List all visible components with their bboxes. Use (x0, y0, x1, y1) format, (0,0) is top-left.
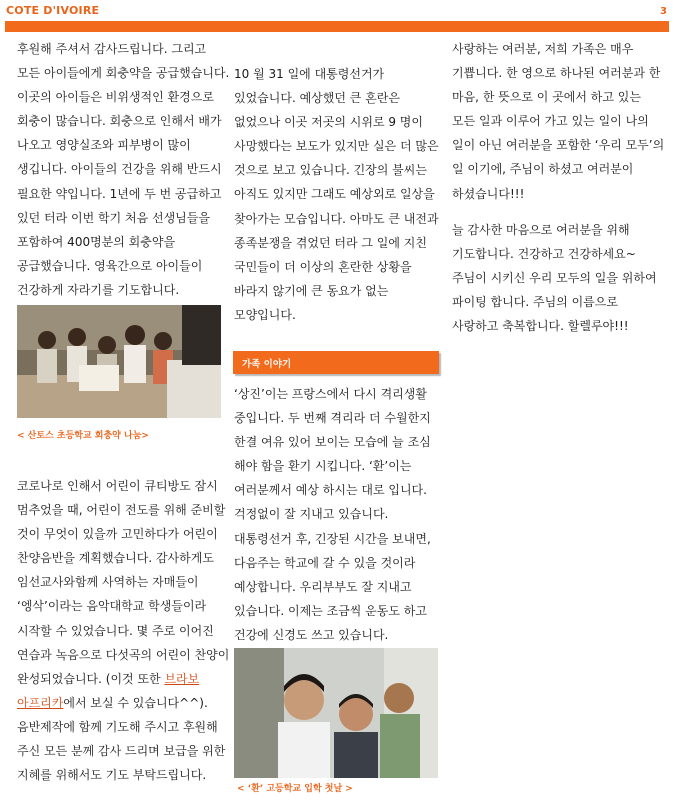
column-left-lower (17, 474, 230, 787)
text-line: 찬양음반을 계획했습니다. 감사하게도 (17, 551, 214, 566)
children-photo-illustration (17, 305, 221, 418)
text-line: 나오고 영양실조와 피부병이 많이 (17, 138, 191, 153)
column-right (452, 37, 667, 206)
text-line: 종족분쟁을 겪었던 터라 그 일에 지친 (234, 235, 427, 250)
paragraph-gratitude (452, 37, 667, 206)
paragraph-election (234, 62, 444, 327)
paragraph-family-news (234, 382, 444, 647)
text-line: 늘 감사한 마음으로 여러분을 위해 (452, 223, 630, 237)
text-line: 코로나로 인해서 어린이 큐티방도 잠시 (17, 479, 218, 493)
text-segment: 에서 보실 수 있습니다^^). (63, 695, 208, 710)
text-segment: 완성되었습니다. (이것 또한 (17, 671, 165, 686)
page-number: 3 (660, 6, 667, 17)
paragraph-children-album (17, 474, 230, 787)
text-line: 모든 일과 이루어 가고 있는 일이 나의 (452, 114, 649, 129)
text-line: 국민들이 더 이상의 혼란한 상황을 (234, 259, 412, 274)
text-line: 중입니다. 두 번째 격리라 더 수월한지 (234, 411, 431, 426)
text-line: 다음주는 학교에 갈 수 있을 것이라 (234, 555, 416, 570)
family-photo-illustration (234, 648, 438, 778)
deworming-photo-caption: < 산토스 초등학교 회충약 나눔> (17, 431, 149, 441)
text-line: 한결 여유 있어 보이는 모습에 늘 조심 (234, 435, 431, 450)
text-line: 예상합니다. 우리부부도 잘 지내고 (234, 579, 412, 594)
text-line: 사망했다는 보도가 있지만 실은 더 많은 (234, 139, 439, 154)
text-line: 회충이 많습니다. 회충으로 인해서 배가 (17, 114, 222, 129)
text-line: 모양입니다. (234, 307, 296, 322)
column-middle (234, 62, 444, 327)
text-line: 것이 무엇이 있을까 고민하다가 어린이 (17, 527, 218, 542)
text-line: 건강하게 자라기를 기도합니다. (17, 282, 180, 297)
text-line: 멈추었을 때, 어린이 전도를 위해 준비할 (17, 503, 226, 518)
text-line (17, 667, 223, 691)
text-line: 사랑하고 축복합니다. 할렐루야!!! (452, 319, 629, 334)
family-photo-caption: < ‘환’ 고등학교 입학 첫날 > (237, 784, 353, 794)
text-line: 찾아가는 모습입니다. 아마도 큰 내전과 (234, 211, 439, 226)
text-line: 지혜를 위해서도 기도 부탁드립니다. (17, 768, 207, 783)
column-left (17, 37, 230, 302)
deworming-photo (17, 305, 221, 418)
text-line: 필요한 약입니다. 1년에 두 번 공급하고 (17, 186, 222, 201)
family-photo (234, 648, 438, 778)
text-line: 모든 아이들에게 회충약을 공급했습니다. (17, 66, 230, 81)
text-line: 여러분께서 예상 하시는 대로 입니다. (234, 483, 427, 498)
text-line: 연습과 녹음으로 다섯곡의 어린이 찬양이 (17, 647, 230, 662)
header-title: COTE D'IVOIRE (6, 4, 100, 17)
section-heading-label: 가족 이야기 (242, 359, 292, 370)
text-line: ‘엥삭’이라는 음악대학교 학생들이라 (17, 599, 207, 614)
text-line: 주신 모든 분께 감사 드리며 보급을 위한 (17, 744, 226, 759)
text-line: ‘상진’이는 프랑스에서 다시 격리생활 (234, 387, 427, 401)
text-line: 주님이 시키신 우리 모두의 일을 위하여 (452, 271, 657, 286)
text-line: 이곳의 아이들은 비위생적인 환경으로 (17, 90, 214, 105)
text-line: 일이 아닌 여러분을 포함한 ‘우리 모두’의 (452, 138, 665, 153)
header-bar (5, 21, 669, 32)
text-line: 포함하여 400명분의 회충약을 (17, 234, 176, 249)
text-line: 파이팅 합니다. 주님의 이름으로 (452, 295, 618, 310)
column-right-lower (452, 218, 667, 338)
bravo-africa-link[interactable]: 브라보 (164, 671, 200, 686)
text-line: 후원해 주셔서 감사드립니다. 그리고 (17, 42, 207, 56)
text-line: 임선교사와함께 사역하는 자매들이 (17, 575, 199, 590)
paragraph-deworming (17, 37, 230, 302)
text-line: 대통령선거 후, 긴장된 시간을 보내면, (234, 531, 431, 546)
text-line: 기도합니다. 건강하고 건강하세요~ (452, 247, 636, 262)
text-line: 일 이기에, 주님이 하셨고 여러분이 (452, 162, 634, 177)
text-line: 있습니다. 이제는 조금씩 운동도 하고 (234, 603, 427, 618)
paragraph-blessing (452, 218, 667, 338)
text-line: 건강에 신경도 쓰고 있습니다. (234, 627, 389, 642)
text-line: 사랑하는 여러분, 저희 가족은 매우 (452, 42, 634, 56)
text-line: 시작할 수 있었습니다. 몇 주로 이어진 (17, 623, 214, 638)
text-line: 해야 함을 환기 시킵니다. ‘환’이는 (234, 459, 412, 474)
text-line: 것으로 보고 있습니다. 긴장의 불씨는 (234, 163, 427, 178)
column-middle-lower (234, 382, 444, 647)
text-line (17, 691, 223, 715)
text-line: 공급했습니다. 영육간으로 아이들이 (17, 258, 203, 273)
text-line: 걱정없이 잘 지내고 있습니다. (234, 507, 389, 522)
text-line: 있었습니다. 예상했던 큰 혼란은 (234, 91, 400, 106)
text-line: 바라지 않기에 큰 동요가 없는 (234, 283, 389, 298)
text-line: 있던 터라 이번 학기 처음 선생님들을 (17, 210, 210, 225)
text-line: 10 월 31 일에 대통령선거가 (234, 67, 385, 81)
text-line: 음반제작에 함께 기도해 주시고 후원해 (17, 719, 218, 734)
section-heading-family (233, 351, 439, 374)
text-line: 마음, 한 뜻으로 이 곳에서 하고 있는 (452, 90, 641, 105)
text-line: 기쁩니다. 한 영으로 하나된 여러분과 한 (452, 66, 661, 81)
bravo-africa-link-continued[interactable]: 아프리카 (17, 695, 64, 710)
text-line: 없었으나 이곳 저곳의 시위로 9 명이 (234, 115, 423, 130)
text-line: 하셨습니다!!! (452, 186, 525, 201)
text-line: 생깁니다. 아이들의 건강을 위해 반드시 (17, 162, 222, 177)
text-line: 아직도 있지만 그래도 예상외로 일상을 (234, 187, 435, 202)
